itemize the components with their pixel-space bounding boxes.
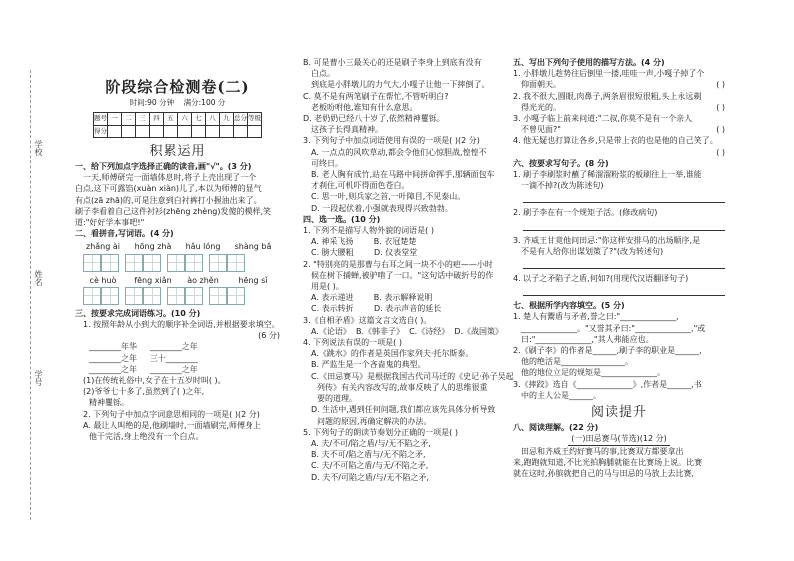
year-blank[interactable]: ________之年 xyxy=(89,364,137,374)
exam-meta xyxy=(75,97,280,108)
passage-line: 刷子李看着自己这件衬衫(zhēng zhèng)发傻的模样,笑 xyxy=(75,206,272,216)
option-text: 问题的原因,再确定解决的办法。 xyxy=(317,416,432,426)
pinyin-row xyxy=(75,275,280,286)
options-row xyxy=(303,247,503,258)
tianzige[interactable] xyxy=(167,254,203,272)
score-header-cell: 五 xyxy=(164,113,178,125)
option-text: 要的道理。 xyxy=(317,394,357,404)
question-text: 候在树下捕蝉,被驴啃了一口。"这句话中破折号的作 xyxy=(311,270,494,280)
question-text: 2. "特别亮的是那曹与右耳之间一块不小的疤——小时 xyxy=(303,259,493,269)
tianzige[interactable] xyxy=(83,254,119,272)
answer-line[interactable] xyxy=(523,221,725,231)
id-label: 学号 xyxy=(34,370,43,386)
score-row-label: 得分 xyxy=(94,125,108,137)
option-c[interactable]: C. 夫/不可陷之盾/与无/不陷之矛, xyxy=(311,461,429,471)
answer-line[interactable] xyxy=(523,193,725,203)
reading-title-text: (一)田忌赛马(节选)(12 分) xyxy=(568,433,669,445)
question-text xyxy=(513,79,725,90)
score-cell[interactable] xyxy=(248,125,262,137)
score-cell[interactable] xyxy=(234,125,248,137)
question-text: 3.《自相矛盾》这篇文言文选自( )。 xyxy=(303,315,432,325)
option-a[interactable]: A. 表示递进 xyxy=(311,293,354,303)
year-blank[interactable]: ________之年 xyxy=(89,353,137,363)
question-text xyxy=(513,124,725,135)
option-d[interactable]: D. 表示声音的延长 xyxy=(374,304,442,314)
question-heading: 六、按要求写句子。(8 分) xyxy=(513,158,609,168)
question-score: (6 分) xyxy=(258,331,280,341)
option-text: B. 可是曹小三最关心的还是刷子李身上到底有没有 xyxy=(303,58,482,67)
options-row xyxy=(303,236,503,247)
option-text: 才刹住,可机吓得面色苍白。 xyxy=(311,181,410,191)
question-text: 1. 刷子李刷浆时蘸了稀溜溜粉浆的板刷往上一举,谁能 xyxy=(513,170,702,180)
tianzige[interactable] xyxy=(83,287,119,305)
question-heading: 一、给下列加点字选择正确的读音,画"√"。(3 分) xyxy=(75,162,252,172)
question-text: 1. 按照年龄从小到大的顺序补全词语,并根据要求填空。 xyxy=(83,320,280,330)
reading-line: 就在这时,孙膑就把自己的马与田忌的马放上去比赛, xyxy=(513,469,695,479)
passage-line: 道:"好好学本事吧!" xyxy=(75,218,145,228)
score-header-cell: 三 xyxy=(136,113,150,125)
school-label: 学校 xyxy=(34,140,43,156)
score-cell[interactable] xyxy=(150,125,164,137)
year-blank[interactable]: ________之年 xyxy=(149,364,198,374)
question-text: 2. 我不很大,圆眼,肉鼻子,两条眉很短很粗,头上永远剃 xyxy=(513,91,702,101)
question-text: 仰面朝天。 xyxy=(521,80,561,90)
tianzige-row xyxy=(75,287,280,305)
option-b[interactable]: B.《韩非子》 xyxy=(355,326,404,336)
pinyin: fēng xiǎn xyxy=(134,275,172,285)
answer-blank[interactable]: ( ) xyxy=(716,102,725,112)
pinyin-row xyxy=(75,241,280,252)
question-text: 得光光的。 xyxy=(521,102,561,112)
option-text: C. 思一叶,则兵家之首,一叶障目,不见泰山。 xyxy=(311,192,466,202)
passage-line: 白点,这下可露馅(xuàn xiàn)儿了,本以为师傅的显气 xyxy=(75,184,262,194)
score-cell[interactable] xyxy=(178,125,192,137)
question-text: 曰:"______________,"其人弗能应也。 xyxy=(521,334,654,344)
option-c[interactable]: C. 表示转折 xyxy=(311,304,354,314)
question-text: 1. 下列不是描写人物外貌的词语是( ) xyxy=(303,226,434,236)
option-text: D. 老奶奶已经八十岁了,依然精神矍铄。 xyxy=(303,114,445,124)
option-a[interactable]: A.《论语》 xyxy=(311,326,351,336)
question-heading: 五、写出下列句子使用的描写方法。(4 分) xyxy=(513,58,665,67)
score-header-cell: 一 xyxy=(108,113,122,125)
reading-title xyxy=(513,433,725,445)
question-text: 4. 以子之矛陷子之盾,何如?(用现代汉语翻译句子) xyxy=(513,274,689,284)
score-header-cell: 二 xyxy=(122,113,136,125)
options-row xyxy=(303,292,503,303)
option-a[interactable]: A. 神采飞扬 xyxy=(311,237,354,247)
option-text: 他干完活,身上绝没有一个白点。 xyxy=(89,432,204,442)
score-header-cell: 六 xyxy=(178,113,192,125)
question-heading: 七、根据所学内容填空。(5 分) xyxy=(513,301,625,311)
option-text: C. 莫不是有两笔刷子在帮忙,不管听明白? xyxy=(303,91,449,101)
option-b[interactable]: B. 衣冠楚楚 xyxy=(373,237,417,247)
question-text: 2.《刷子李》的作者是______,刷子李的职业是______, xyxy=(513,346,702,356)
option-text[interactable]: D. 生活中,遇到任何问题,我们都应该先具体分析导致 xyxy=(311,405,496,415)
section-heading: 积累运用 xyxy=(149,143,206,159)
answer-blank[interactable]: ( ) xyxy=(716,147,725,157)
question-text: 3.《摔跤》选自《______________》,作者是______,书 xyxy=(513,379,702,389)
year-blank[interactable]: 三十________ xyxy=(149,353,198,363)
question-text: 3. 下列句子中加点词语使用有误的一项是( )(2 分) xyxy=(303,136,480,146)
exam-title: 阶段综合检测卷(二) xyxy=(105,78,250,96)
score-cell[interactable] xyxy=(136,125,150,137)
question-text: 一滴不掉?(改为陈述句) xyxy=(521,181,604,191)
pinyin: hēng sǐ xyxy=(238,275,268,285)
question-heading: 三、按要求完成词语练习。(10 分) xyxy=(75,308,201,318)
name-label: 姓名 xyxy=(34,270,43,286)
question-heading: 四、选一选。(10 分) xyxy=(303,214,381,224)
score-cell[interactable] xyxy=(108,125,122,137)
option-c[interactable]: C.《诗经》 xyxy=(409,326,450,336)
score-cell[interactable] xyxy=(206,125,220,137)
score-cell[interactable] xyxy=(122,125,136,137)
question-text xyxy=(513,102,725,113)
answer-line[interactable] xyxy=(523,286,725,296)
answer-line[interactable] xyxy=(523,259,725,269)
column-3 xyxy=(513,57,725,479)
binding-line xyxy=(30,70,43,520)
score-header-cell: 四 xyxy=(150,113,164,125)
years-row xyxy=(75,353,280,364)
option-d[interactable]: D. 夫不/可陷之盾/与/无不陷之矛, xyxy=(311,472,429,482)
question-text: (2)爷爷七十多了,虽然到了( )之年, xyxy=(83,387,205,397)
question-text: 1. 楚人有鬻盾与矛者,誉之曰:"______________, xyxy=(513,312,679,322)
option-text: A. 一点点的风吹草动,都会令他们心惊胆战,惶惶不 xyxy=(311,147,487,157)
column-2 xyxy=(303,57,514,483)
years-row xyxy=(75,341,280,352)
question-text: 5. 下列句子的朗读节奏划分正确的一项是( ) xyxy=(303,427,458,437)
score-header-cell: 等级 xyxy=(248,113,262,125)
pinyin: cè huò xyxy=(89,275,117,285)
tianzige[interactable] xyxy=(209,287,245,305)
question-text: 他的地位立足的规矩是______________。 xyxy=(521,368,665,378)
tianzige-row xyxy=(75,254,280,272)
column-1 xyxy=(75,42,280,442)
passage-line: 有点(zā zhā)的,可是注意到白衬裤打小握油出来了。 xyxy=(75,195,262,205)
option-text: 老板吩咐他,谁知有什么意思。 xyxy=(311,102,418,112)
option-text: 可终日。 xyxy=(311,158,343,168)
option-text[interactable]: A.《跳水》的作者是英国作家列夫·托尔斯泰。 xyxy=(311,349,474,359)
tianzige[interactable] xyxy=(125,254,161,272)
question-text: 3. 小嘎子临上前来问道:"二叔,你莫不是有一个亲人 xyxy=(513,114,693,124)
year-blank[interactable]: ________之年 xyxy=(149,342,198,352)
options-row xyxy=(303,326,503,337)
option-b[interactable]: B. 夫不可/陷之盾与/无不陷之矛, xyxy=(311,450,426,460)
years-row xyxy=(75,364,280,375)
year-blank[interactable]: ________年华 xyxy=(89,342,137,352)
tianzige[interactable] xyxy=(167,287,203,305)
question-text: 4. 他无疑也打算让各乡,只是带上衣的也是他的自己笑了。 xyxy=(513,136,718,146)
question-text: 不曾见面?" xyxy=(521,125,561,135)
option-text: 到底是小胖墩儿的力气大,小嘎子让他一下摔倒了。 xyxy=(311,80,490,90)
question-text: 用是( )。 xyxy=(311,282,344,292)
question-heading: 二、看拼音,写词语。(4 分) xyxy=(75,229,174,239)
score-cell[interactable] xyxy=(220,125,234,137)
question-text: 精神矍铄。 xyxy=(89,398,129,408)
option-text[interactable]: C.《田忌赛马》是根据我国古代司马迁的《史记·孙子吴起 xyxy=(311,371,514,381)
option-text[interactable]: B. 严监生是一个吝啬鬼的典型。 xyxy=(311,360,426,370)
reading-line: 来,跑跑就知道,不比光拍胸脯就能在比赛场上说。比赛 xyxy=(513,457,703,467)
question-text: 不是有人给你出谋划策了?"(改为转述句) xyxy=(521,246,664,256)
score-header-cell: 八 xyxy=(206,113,220,125)
question-text: 4. 下列说法有误的一项是( ) xyxy=(303,338,402,348)
option-a[interactable]: A. 夫/不可/陷之盾/与/无不陷之矛, xyxy=(311,438,431,448)
option-d[interactable]: D.《战国策》 xyxy=(454,326,504,336)
pinyin: zhǎng ài xyxy=(86,242,120,252)
question-text: 中的主人公是______。 xyxy=(521,390,601,400)
answer-blank[interactable]: ( ) xyxy=(716,80,725,90)
score-header-cell: 总分 xyxy=(234,113,248,125)
tianzige[interactable] xyxy=(125,287,161,305)
tianzige[interactable] xyxy=(209,254,245,272)
option-text: B. 老人胸有成竹,站在马路中间拼命挥手,那辆面包车 xyxy=(311,170,495,180)
option-text: A. 最让人叫绝的是,他刷墙时,一面墙刷完,师傅身上 xyxy=(83,420,262,430)
score-header-cell: 九 xyxy=(220,113,234,125)
question-text: ______________。"又誉其矛曰:"______________,"或 xyxy=(521,323,706,333)
question-text: 3. 齐威王甘竟他问田忌:"你这样安排马的出场顺序,是 xyxy=(513,235,701,245)
pinyin: shàng bǎ xyxy=(234,242,272,252)
option-c[interactable]: C. 膀大腰粗 xyxy=(311,248,354,258)
score-header-cell: 七 xyxy=(192,113,206,125)
passage-line: 一天,师傅研完一面墙体息时,将子上壳出现了一个 xyxy=(83,173,257,183)
answer-blank[interactable]: ( ) xyxy=(716,125,725,135)
options-row xyxy=(303,303,503,314)
question-text: 2. 下列句子中加点字词意思相同的一项是( )(2 分) xyxy=(83,409,260,419)
reading-line: 田忌和齐威王约好赛马的事,比赛双方都要拿出 xyxy=(521,446,684,456)
section-heading: 阅读提升 xyxy=(590,405,647,421)
option-text: 这孩子长得真精神。 xyxy=(311,125,383,135)
time-label: 时间:90 分钟 xyxy=(129,98,175,108)
option-d[interactable]: D. 仪表堂堂 xyxy=(374,248,418,258)
question-text: 他的绝活是________________。 xyxy=(521,357,633,367)
option-text: 白点。 xyxy=(311,69,335,79)
option-text: D. 一段起伏着,小强就表现得兴致勃勃。 xyxy=(311,203,453,213)
pinyin: ào zhěn xyxy=(187,275,219,285)
question-text: (1)在传统礼俗中,女子在十五岁时叫( )。 xyxy=(83,376,226,386)
score-header-cell: 题号 xyxy=(94,113,108,125)
question-heading: 八、阅读理解。(22 分) xyxy=(513,423,599,433)
pinyin: hōng zhà xyxy=(134,242,172,252)
option-b[interactable]: B. 表示解释说明 xyxy=(373,293,433,303)
question-text: 2. 刷子李在有一个规矩子活。(修改病句) xyxy=(513,208,658,218)
score-cell[interactable] xyxy=(192,125,206,137)
score-table xyxy=(93,112,262,137)
score-label: 满分:100 分 xyxy=(183,98,226,108)
score-cell[interactable] xyxy=(164,125,178,137)
option-text: 列传》有关内容改写的,故事反映了人的思维很重 xyxy=(317,382,488,392)
question-text: 1. 小胖墩儿趁势往后倒里一搂,哇哇一声,小嘎子掉了个 xyxy=(513,69,705,79)
pinyin: hǎu lóng xyxy=(185,242,221,252)
